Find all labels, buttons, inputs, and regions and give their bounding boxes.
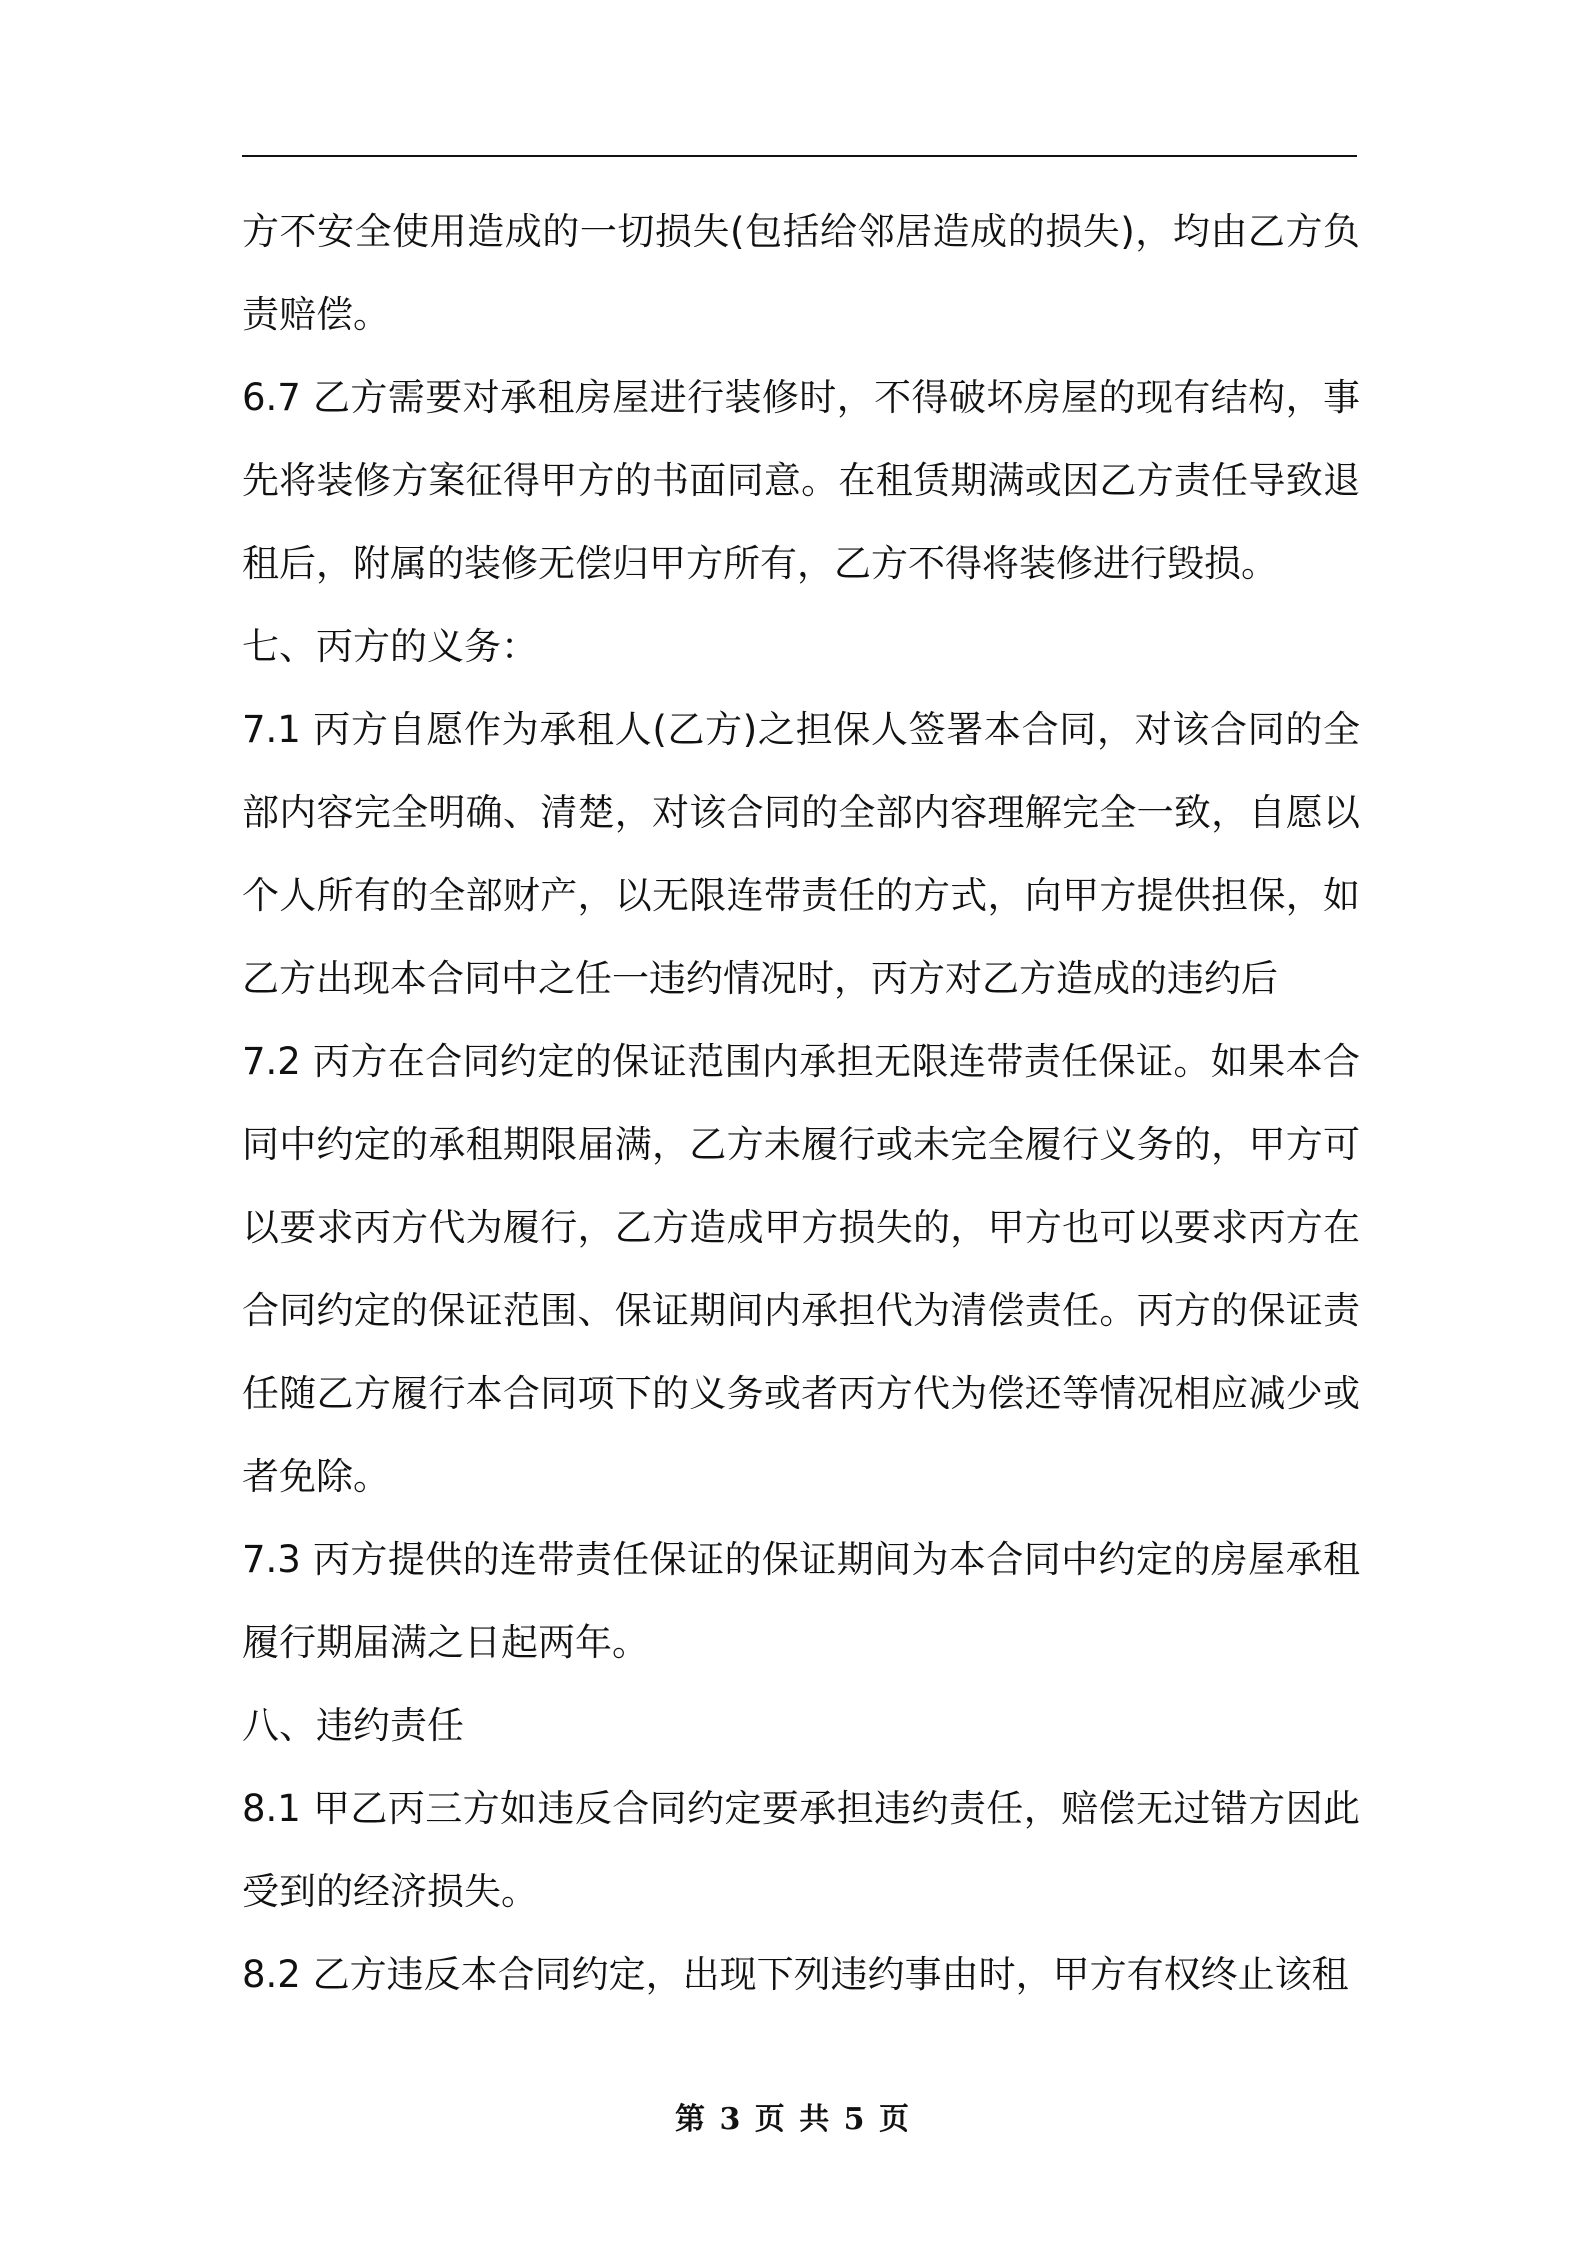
- clause-8-1: 8.1 甲乙丙三方如违反合同约定要承担违约责任，赔偿无过错方因此受到的经济损失。: [242, 1787, 1360, 1913]
- clause-7-2: 7.2 丙方在合同约定的保证范围内承担无限连带责任保证。如果本合同中约定的承租期限届满，乙方未履行或未完全履行义务的，甲方可以要求丙方代为履行，乙方造成甲方损失的，甲方也可以要求丙方在合同约定的保证范围、保证期间内承担代为清偿责任。丙方的保证责任随乙方履行本合同项下的义务或者丙方代为偿还等情况相应减少或者免除。: [242, 1040, 1360, 1498]
- clause-7-3: 7.3 丙方提供的连带责任保证的保证期间为本合同中约定的房屋承租履行期届满之日起两年。: [242, 1538, 1360, 1664]
- clause-7-1: 7.1 丙方自愿作为承租人(乙方)之担保人签署本合同，对该合同的全部内容完全明确、清楚，对该合同的全部内容理解完全一致，自愿以个人所有的全部财产，以无限连带责任的方式，向甲方提供担保，如乙方出现本合同中之任一违约情况时，丙方对乙方造成的违约后: [242, 708, 1360, 1000]
- section-heading-7: 七、丙方的义务：: [242, 625, 538, 668]
- contract-body: [242, 190, 1360, 2016]
- page-number-footer: 第 3 页 共 5 页: [675, 2102, 911, 2137]
- paragraph-damage-liability: 方不安全使用造成的一切损失(包括给邻居造成的损失)，均由乙方负责赔偿。: [242, 210, 1360, 336]
- section-heading-8: 八、违约责任: [242, 1704, 464, 1747]
- header-rule: [242, 155, 1357, 157]
- clause-8-2: 8.2 乙方违反本合同约定，出现下列违约事由时，甲方有权终止该租: [242, 1953, 1349, 1996]
- clause-6-7: 6.7 乙方需要对承租房屋进行装修时，不得破坏房屋的现有结构，事先将装修方案征得甲方的书面同意。在租赁期满或因乙方责任导致退租后，附属的装修无偿归甲方所有，乙方不得将装修进行毁损。: [242, 376, 1360, 585]
